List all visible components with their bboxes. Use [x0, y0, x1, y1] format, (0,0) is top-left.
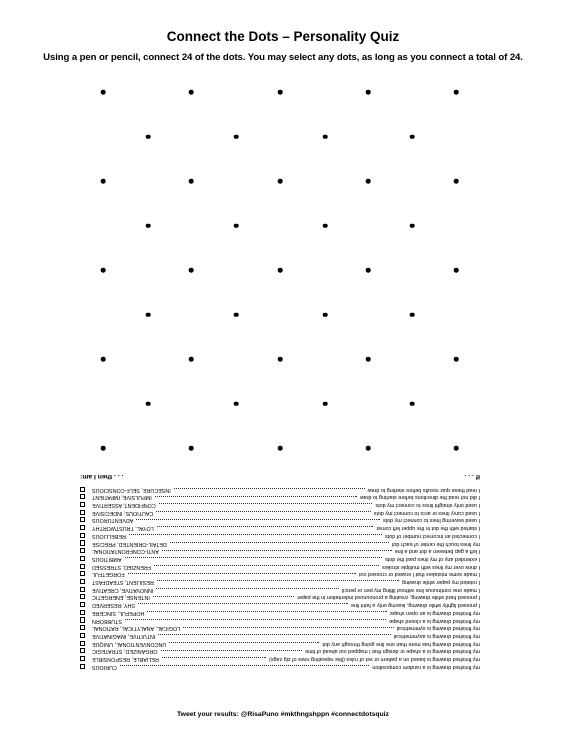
leader-dots: [138, 603, 348, 604]
dot[interactable]: [234, 401, 239, 406]
leader-dots: [162, 550, 392, 551]
answer-trait: CURIOUS: [92, 663, 117, 670]
answer-condition: I started with the dot in the upper left corner: [376, 525, 480, 532]
dot[interactable]: [278, 179, 283, 184]
answer-trait: ANTI-CONFRONTATIONAL: [92, 548, 159, 555]
answer-key-row: [80, 570, 480, 578]
answer-checkbox[interactable]: [80, 533, 85, 538]
answer-trait: INTENSE, ENERGETIC: [92, 594, 150, 601]
answer-checkbox[interactable]: [80, 540, 85, 545]
dot[interactable]: [189, 357, 194, 362]
answer-key-row: [80, 524, 480, 532]
answer-key-row: [80, 554, 480, 562]
answer-checkbox[interactable]: [80, 587, 85, 592]
answer-trait: RELIABLE, RESPONSIBLE: [92, 656, 159, 663]
answer-condition: I rotated my paper while drawing: [402, 579, 480, 586]
answer-trait: CAUTIOUS, INDECISIVE: [92, 509, 154, 516]
answer-key-then-label: . . . then I am:: [80, 473, 124, 480]
answer-trait: FORGETFUL: [92, 571, 125, 578]
answer-trait: FRENZIED, STRESSED: [92, 563, 152, 570]
answer-condition: I made some mistakes that I erased or crossed out: [358, 571, 480, 578]
answer-trait: CONFIDENT, ASSERTIVE: [92, 502, 156, 509]
answer-trait: INNOVATIVE, CREATIVE: [92, 586, 154, 593]
dot[interactable]: [454, 446, 459, 451]
answer-condition: I pressed lightly while drawing, leaving only a faint line: [350, 602, 480, 609]
answer-trait: UNCONVENTIONAL, UNIQUE: [92, 640, 167, 647]
dot[interactable]: [234, 312, 239, 317]
leader-dots: [125, 557, 382, 558]
answer-key-row: [80, 616, 480, 624]
answer-trait: STUBBORN: [92, 617, 122, 624]
answer-checkbox[interactable]: [80, 564, 85, 569]
dot[interactable]: [146, 401, 151, 406]
answer-trait: SHY, RESERVED: [92, 602, 135, 609]
answer-key-row: [80, 508, 480, 516]
leader-dots: [174, 488, 365, 489]
dot[interactable]: [146, 134, 151, 139]
answer-checkbox[interactable]: [80, 502, 85, 507]
leader-dots: [161, 650, 302, 651]
answer-key-header: [80, 472, 480, 481]
dot[interactable]: [410, 401, 415, 406]
leader-dots: [125, 619, 386, 620]
dot[interactable]: [323, 312, 328, 317]
answer-condition: my finished drawing is asymmetrical: [393, 633, 480, 639]
leader-dots: [129, 534, 382, 535]
answer-trait: REBELLIOUS: [92, 532, 126, 539]
answer-key-row: [80, 593, 480, 601]
answer-trait: ORGANIZED, STRATEGIC: [92, 648, 158, 655]
answer-checkbox[interactable]: [80, 656, 85, 661]
dot[interactable]: [189, 268, 194, 273]
answer-checkbox[interactable]: [80, 556, 85, 561]
answer-checkbox[interactable]: [80, 641, 85, 646]
answer-condition: I used curvy lines or arcs to connect my dots: [373, 509, 480, 516]
answer-key-row: [80, 500, 480, 508]
answer-checkbox[interactable]: [80, 510, 85, 515]
answer-checkbox[interactable]: [80, 594, 85, 599]
leader-dots: [120, 665, 369, 666]
dot[interactable]: [410, 312, 415, 317]
dot[interactable]: [366, 357, 371, 362]
leader-dots: [156, 588, 339, 589]
answer-key: [80, 472, 480, 710]
leader-dots: [147, 611, 387, 612]
answer-key-row: [80, 562, 480, 570]
answer-key-row: [80, 631, 480, 639]
answer-condition: I pressed hard while drawing, creating a pronounced indentation in the paper: [296, 594, 480, 601]
dot[interactable]: [366, 90, 371, 95]
dot[interactable]: [454, 179, 459, 184]
answer-condition: I made one continuous line without lifting my pen or pencil: [341, 586, 480, 593]
answer-checkbox[interactable]: [80, 548, 85, 553]
dot[interactable]: [278, 90, 283, 95]
dot[interactable]: [323, 401, 328, 406]
dot[interactable]: [454, 357, 459, 362]
leader-dots: [153, 596, 294, 597]
page-title: Connect the Dots – Personality Quiz: [166, 29, 400, 44]
dot[interactable]: [189, 446, 194, 451]
answer-key-row: [80, 539, 480, 547]
answer-condition: I read these quiz results before starting to draw: [367, 486, 480, 493]
answer-condition: I did not read the directions before starting to draw: [359, 494, 480, 501]
answer-key-if-label: If . . .: [464, 473, 480, 480]
answer-key-row: [80, 601, 480, 609]
answer-trait: ADVENTUROUS: [92, 517, 134, 524]
leader-dots: [156, 511, 371, 512]
answer-checkbox[interactable]: [80, 602, 85, 607]
dot[interactable]: [101, 446, 106, 451]
dot[interactable]: [234, 134, 239, 139]
answer-checkbox[interactable]: [80, 648, 85, 653]
answer-condition: my finished drawing is based on a pattern or set of rules (like repeating rows of zig zags): [269, 656, 480, 663]
leader-dots: [158, 634, 391, 635]
answer-key-row: [80, 639, 480, 647]
dot[interactable]: [454, 268, 459, 273]
answer-condition: I connected an incorrect number of dots: [385, 532, 480, 539]
answer-condition: I extended any of my lines past the dots: [385, 556, 480, 562]
answer-checkbox[interactable]: [80, 625, 85, 630]
answer-key-row: [80, 647, 480, 655]
answer-condition: my lines touch the center of each dot: [391, 540, 480, 547]
answer-condition: I used only straight lines to connect my dots: [375, 502, 480, 509]
answer-key-row: [80, 516, 480, 524]
answer-checkbox[interactable]: [80, 525, 85, 530]
answer-condition: my finished drawing is a closed shape: [389, 617, 480, 624]
answer-condition: I used wavering lines to connect my dots: [382, 517, 480, 524]
answer-trait: RESILIENT, STEADFAST: [92, 579, 154, 586]
dot[interactable]: [454, 90, 459, 95]
leader-dots: [183, 627, 394, 628]
dot[interactable]: [323, 223, 328, 228]
answer-key-row: [80, 654, 480, 662]
answer-trait: INTUITIVE, IMAGINATIVE: [92, 633, 156, 639]
answer-trait: IMPULSIVE, IMPATIENT: [92, 494, 152, 501]
answer-trait: INSECURE, SELF-CONSCIOUS: [92, 486, 171, 493]
dot[interactable]: [278, 268, 283, 273]
answer-condition: my finished drawing has more than one line going through any dot: [322, 640, 480, 647]
answer-checkbox[interactable]: [80, 579, 85, 584]
answer-trait: HOPEFUL, SINCERE: [92, 609, 145, 616]
instructions: Using a pen or pencil, connect 24 of the dots. You may select any dots, as long as you connect a total of 24.: [43, 52, 523, 63]
answer-key-row: [80, 608, 480, 616]
answer-key-row: [80, 624, 480, 632]
leader-dots: [155, 496, 357, 497]
dot[interactable]: [234, 223, 239, 228]
dot[interactable]: [101, 90, 106, 95]
answer-checkbox[interactable]: [80, 617, 85, 622]
answer-trait: LOYAL, TRUSTWORTHY: [92, 525, 154, 532]
answer-checkbox[interactable]: [80, 494, 85, 499]
leader-dots: [154, 565, 379, 566]
dot[interactable]: [146, 223, 151, 228]
dot[interactable]: [410, 223, 415, 228]
leader-dots: [157, 580, 399, 581]
answer-condition: my finished drawing is a shape or design that I mapped out ahead of time: [304, 648, 480, 655]
dot[interactable]: [101, 179, 106, 184]
answer-trait: AMBITIOUS: [92, 556, 122, 562]
answer-key-row: [80, 493, 480, 501]
dot[interactable]: [410, 134, 415, 139]
answer-key-row: [80, 531, 480, 539]
answer-condition: I left a gap between a dot and a line: [394, 548, 480, 555]
answer-key-row: [80, 662, 480, 670]
answer-condition: my finished drawing is an open shape: [389, 609, 480, 616]
answer-condition: my finished drawing is symmetrical: [396, 625, 480, 632]
answer-trait: DETAIL-ORIENTED, PRECISE: [92, 540, 167, 547]
answer-condition: I drew over my lines with multiple strokes: [382, 563, 480, 570]
leader-dots: [159, 503, 372, 504]
answer-key-row: [80, 547, 480, 555]
answer-checkbox[interactable]: [80, 487, 85, 492]
dot[interactable]: [146, 312, 151, 317]
leader-dots: [128, 573, 356, 574]
dot[interactable]: [101, 357, 106, 362]
answer-key-row: [80, 585, 480, 593]
dot[interactable]: [366, 446, 371, 451]
answer-key-row: [80, 485, 480, 493]
dot[interactable]: [278, 446, 283, 451]
dot[interactable]: [366, 268, 371, 273]
answer-trait: LOGICAL, ANALYTICAL, RATIONAL: [92, 625, 181, 632]
answer-condition: my finished drawing is a random composition: [372, 663, 480, 670]
footer-tweet: Tweet your results: @RisaPuno #mkthngshppn #connectdotsquiz: [177, 711, 389, 718]
answer-key-row: [80, 577, 480, 585]
answer-checkbox[interactable]: [80, 664, 85, 669]
answer-checkbox[interactable]: [80, 633, 85, 638]
leader-dots: [136, 519, 380, 520]
dot[interactable]: [189, 179, 194, 184]
dot[interactable]: [189, 90, 194, 95]
leader-dots: [170, 542, 389, 543]
dot[interactable]: [366, 179, 371, 184]
leader-dots: [169, 642, 319, 643]
answer-checkbox[interactable]: [80, 517, 85, 522]
dot[interactable]: [323, 134, 328, 139]
leader-dots: [157, 526, 373, 527]
answer-checkbox[interactable]: [80, 610, 85, 615]
leader-dots: [162, 657, 266, 658]
answer-checkbox[interactable]: [80, 571, 85, 576]
dot[interactable]: [278, 357, 283, 362]
dot[interactable]: [101, 268, 106, 273]
